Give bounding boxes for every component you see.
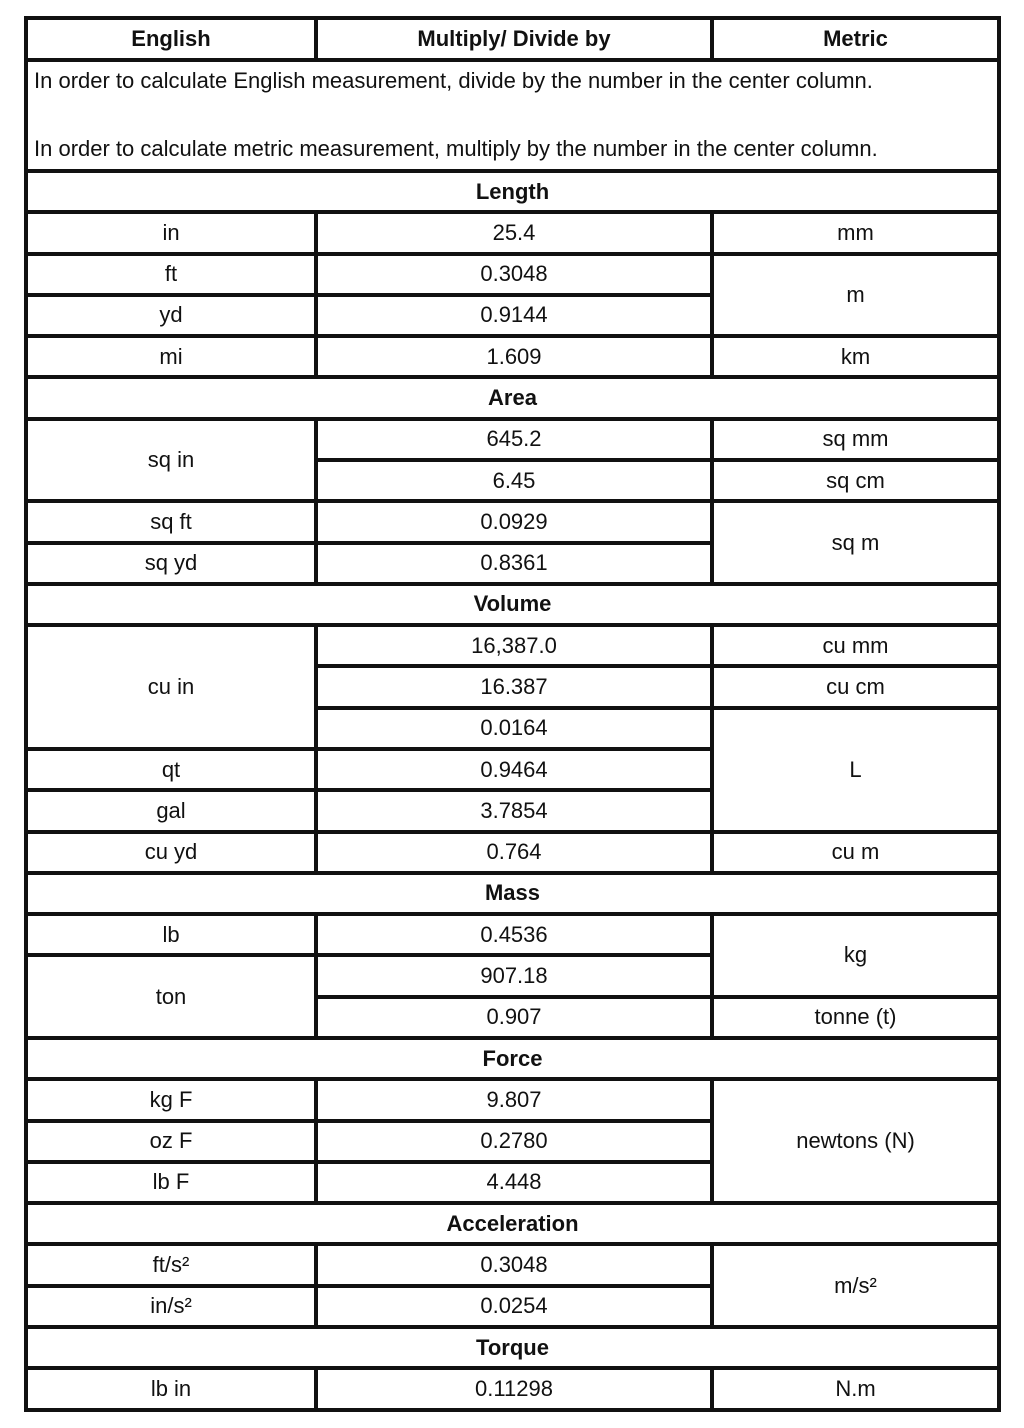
english-rule-text: In order to calculate English measurement, divide by the number in the center column. xyxy=(34,68,873,94)
section-header-row xyxy=(26,873,999,914)
conversion-factor: 4.448 xyxy=(316,1162,712,1203)
conversion-factor: 0.9464 xyxy=(316,749,712,790)
header-row xyxy=(26,18,999,60)
table-row xyxy=(26,254,999,295)
english-unit: ton xyxy=(26,955,316,1038)
conversion-factor: 16.387 xyxy=(316,666,712,707)
english-unit: gal xyxy=(26,790,316,831)
english-unit: in xyxy=(26,212,316,253)
metric-unit: m xyxy=(712,254,999,337)
conversion-factor: 645.2 xyxy=(316,419,712,460)
english-unit: lb xyxy=(26,914,316,955)
section-header-row xyxy=(26,584,999,625)
conversion-factor: 9.807 xyxy=(316,1079,712,1120)
english-unit: cu yd xyxy=(26,832,316,873)
table-row xyxy=(26,212,999,253)
english-unit: lb in xyxy=(26,1368,316,1410)
conversion-factor: 6.45 xyxy=(316,460,712,501)
section-title-volume: Volume xyxy=(26,584,999,625)
table-row xyxy=(26,336,999,377)
table-row xyxy=(26,1079,999,1120)
metric-unit: sq cm xyxy=(712,460,999,501)
metric-unit: L xyxy=(712,708,999,832)
header-english: English xyxy=(26,18,316,60)
conversion-factor: 0.764 xyxy=(316,832,712,873)
metric-unit: km xyxy=(712,336,999,377)
conversion-factor: 0.0254 xyxy=(316,1286,712,1327)
section-title-length: Length xyxy=(26,171,999,212)
metric-unit: tonne (t) xyxy=(712,997,999,1038)
metric-unit: cu m xyxy=(712,832,999,873)
section-header-row xyxy=(26,1203,999,1244)
section-title-acceleration: Acceleration xyxy=(26,1203,999,1244)
conversion-factor: 0.11298 xyxy=(316,1368,712,1410)
english-unit: cu in xyxy=(26,625,316,749)
section-title-force: Force xyxy=(26,1038,999,1079)
table-row xyxy=(26,914,999,955)
metric-rule-text: In order to calculate metric measurement, multiply by the number in the center column. xyxy=(34,136,878,162)
english-unit: kg F xyxy=(26,1079,316,1120)
english-unit: sq in xyxy=(26,419,316,502)
conversion-factor: 25.4 xyxy=(316,212,712,253)
instructions-row xyxy=(26,60,999,171)
conversion-factor: 3.7854 xyxy=(316,790,712,831)
section-header-row xyxy=(26,171,999,212)
conversion-factor: 907.18 xyxy=(316,955,712,996)
metric-unit: cu cm xyxy=(712,666,999,707)
english-unit: qt xyxy=(26,749,316,790)
instructions-cell xyxy=(26,60,999,171)
section-title-area: Area xyxy=(26,377,999,418)
conversion-factor: 16,387.0 xyxy=(316,625,712,666)
english-unit: in/s² xyxy=(26,1286,316,1327)
header-metric: Metric xyxy=(712,18,999,60)
english-unit: ft/s² xyxy=(26,1244,316,1285)
section-title-torque: Torque xyxy=(26,1327,999,1368)
english-unit: sq ft xyxy=(26,501,316,542)
english-unit: sq yd xyxy=(26,543,316,584)
table-row xyxy=(26,501,999,542)
metric-unit: sq mm xyxy=(712,419,999,460)
metric-unit: newtons (N) xyxy=(712,1079,999,1203)
section-title-mass: Mass xyxy=(26,873,999,914)
conversion-factor: 0.0929 xyxy=(316,501,712,542)
section-header-row xyxy=(26,377,999,418)
conversion-factor: 0.907 xyxy=(316,997,712,1038)
section-header-row xyxy=(26,1038,999,1079)
conversion-factor: 1.609 xyxy=(316,336,712,377)
metric-unit: cu mm xyxy=(712,625,999,666)
metric-unit: sq m xyxy=(712,501,999,584)
english-unit: ft xyxy=(26,254,316,295)
conversion-factor: 0.3048 xyxy=(316,1244,712,1285)
table-row xyxy=(26,1368,999,1410)
english-unit: mi xyxy=(26,336,316,377)
metric-unit: N.m xyxy=(712,1368,999,1410)
conversion-table xyxy=(24,16,1001,1412)
english-unit: lb F xyxy=(26,1162,316,1203)
conversion-factor: 0.8361 xyxy=(316,543,712,584)
english-unit: yd xyxy=(26,295,316,336)
metric-unit: mm xyxy=(712,212,999,253)
table-row xyxy=(26,419,999,460)
conversion-factor: 0.0164 xyxy=(316,708,712,749)
metric-unit: kg xyxy=(712,914,999,997)
conversion-factor: 0.9144 xyxy=(316,295,712,336)
section-header-row xyxy=(26,1327,999,1368)
table-row xyxy=(26,832,999,873)
table-row xyxy=(26,625,999,666)
conversion-factor: 0.4536 xyxy=(316,914,712,955)
metric-unit: m/s² xyxy=(712,1244,999,1327)
english-unit: oz F xyxy=(26,1121,316,1162)
table-row xyxy=(26,1244,999,1285)
conversion-factor: 0.3048 xyxy=(316,254,712,295)
conversion-factor: 0.2780 xyxy=(316,1121,712,1162)
header-factor: Multiply/ Divide by xyxy=(316,18,712,60)
